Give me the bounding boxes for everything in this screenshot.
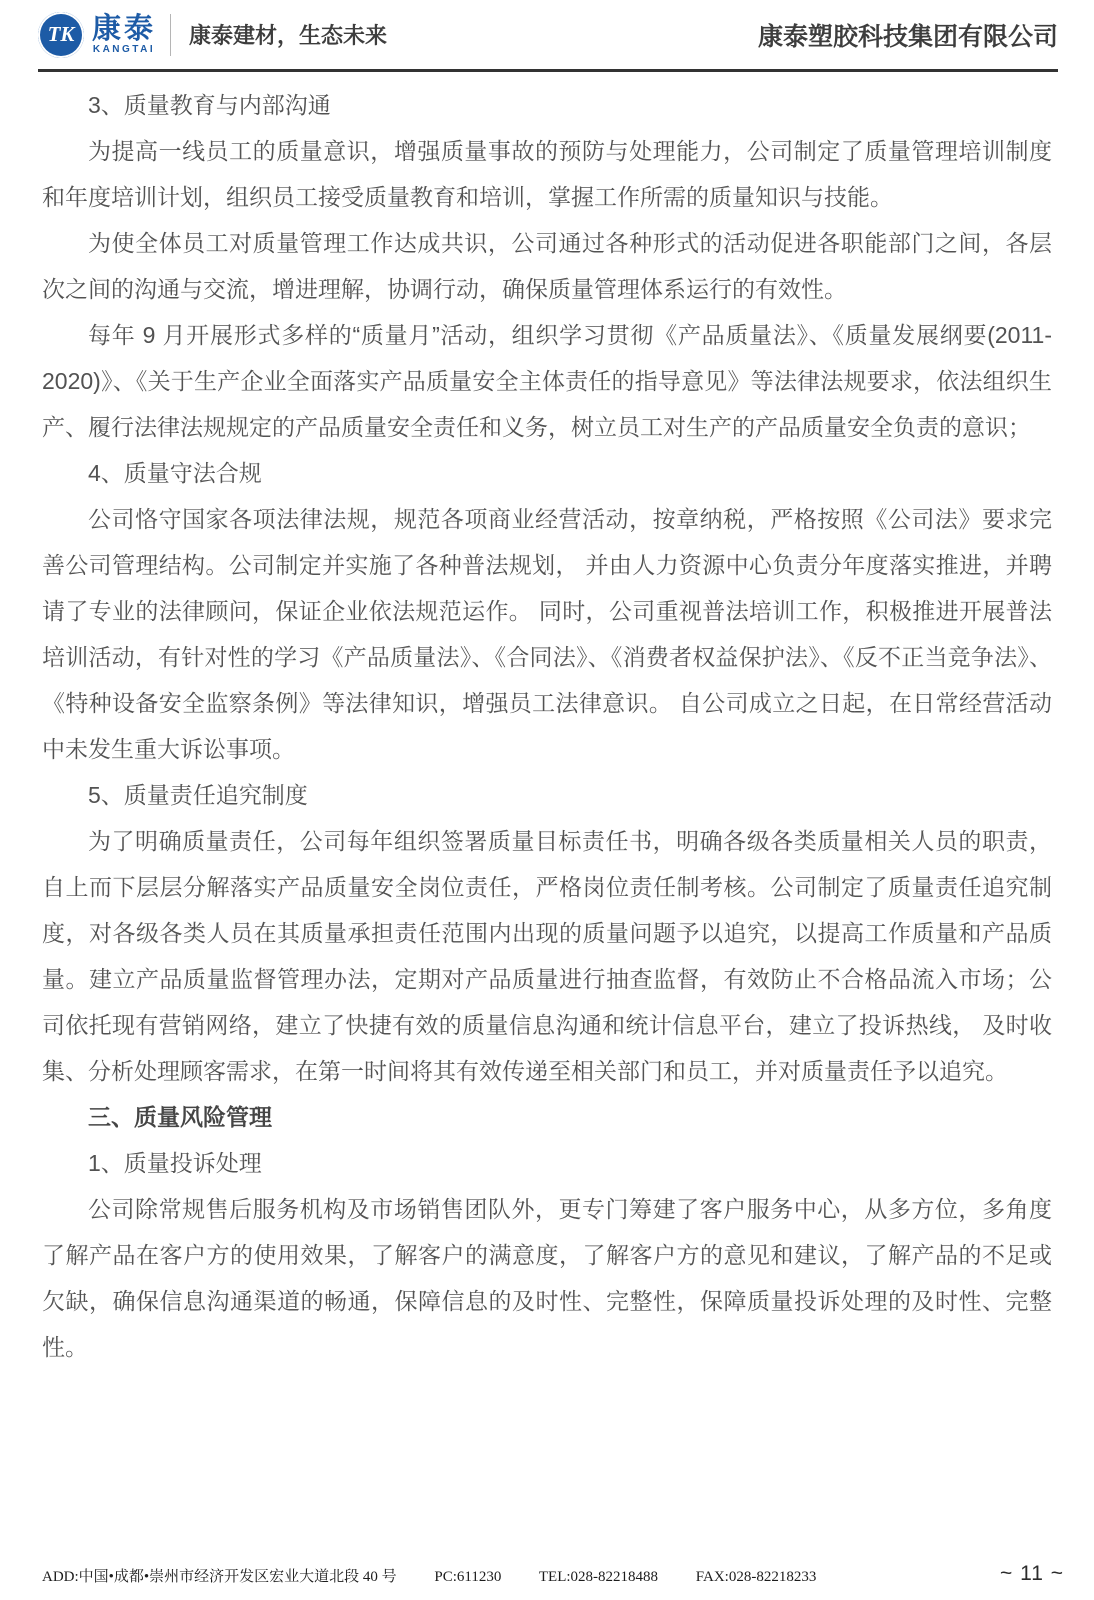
page-footer bbox=[42, 1562, 1064, 1586]
footer-fax: FAX:028-82218233 bbox=[695, 1569, 817, 1585]
footer-postcode: PC:611230 bbox=[434, 1569, 502, 1585]
footer-contact-info bbox=[42, 1565, 850, 1586]
page-number: ~ 11 ~ bbox=[1000, 1562, 1064, 1585]
subheading-complaint-handling: 1、质量投诉处理 bbox=[88, 1150, 262, 1176]
logo-monogram: TK bbox=[47, 22, 75, 46]
subheading-quality-education: 3、质量教育与内部沟通 bbox=[88, 92, 331, 118]
logo-name-en: KANGTAI bbox=[92, 44, 156, 56]
paragraph-quality-month: 每年 9 月开展形式多样的“质量月”活动，组织学习贯彻《产品质量法》、《质量发展纲要(2011-2020)》、《关于生产企业全面落实产品质量安全主体责任的指导意见》等法律法规要求，依法组织生产、履行法律法规规定的产品质量安全责任和义务，树立员工对生产的产品质量安全负责的意识； bbox=[42, 322, 1052, 440]
footer-address: ADD:中国•成都•崇州市经济开发区宏业大道北段 40 号 bbox=[42, 1569, 397, 1585]
paragraph-internal-communication: 为使全体员工对质量管理工作达成共识，公司通过各种形式的活动促进各职能部门之间，各层 次之间的沟通与交流，增进理解，协调行动，确保质量管理体系运行的有效性。 bbox=[42, 230, 1052, 302]
header-divider bbox=[170, 14, 171, 56]
header-company-name: 康泰塑胶科技集团有限公司 bbox=[757, 22, 1058, 51]
document-body bbox=[42, 82, 1052, 1370]
page-header bbox=[38, 0, 1058, 72]
logo-wordmark bbox=[92, 14, 156, 55]
logo-tk-icon bbox=[38, 12, 84, 58]
paragraph-customer-service: 公司除常规售后服务机构及市场销售团队外，更专门筹建了客户服务中心，从多方位，多角度 了解产品在客户方的使用效果，了解客户的满意度，了解客户方的意见和建议，了解产品的不足或欠缺，确保信息沟通渠道的畅通，保障信息的及时性、完整性，保障质量投诉处理的及时性、完整性。 bbox=[42, 1196, 1052, 1360]
subheading-legal-compliance: 4、质量守法合规 bbox=[88, 460, 262, 486]
subheading-responsibility-system: 5、质量责任追究制度 bbox=[88, 782, 308, 808]
paragraph-law-compliance: 公司恪守国家各项法律法规，规范各项商业经营活动，按章纳税，严格按照《公司法》要求完善公司管理结构。公司制定并实施了各种普法规划， 并由人力资源中心负责分年度落实推进，并聘请了专业的法律顾问，保证企业依法规范运作。 同时，公司重视普法培训工作，积极推进开展普法培训活动，有针对性的学习《产品质量法》、《合同法》、《消费者权益保护法》、《反不正当竞争法》、《特种设备安全监察条例》等法律知识，增强员工法律意识。 自公司成立之日起，在日常经营活动中未发生重大诉讼事项。 bbox=[42, 506, 1052, 762]
paragraph-training-system: 为提高一线员工的质量意识，增强质量事故的预防与处理能力，公司制定了质量管理培训制度和年度培训计划，组织员工接受质量教育和培训，掌握工作所需的质量知识与技能。 bbox=[42, 138, 1052, 210]
kangtai-logo bbox=[38, 12, 156, 58]
paragraph-responsibility-detail: 为了明确质量责任，公司每年组织签署质量目标责任书，明确各级各类质量相关人员的职责，自上而下层层分解落实产品质量安全岗位责任，严格岗位责任制考核。公司制定了质量责任追究制度，对各级各类人员在其质量承担责任范围内出现的质量问题予以追究，以提高工作质量和产品质量。建立产品质量监督管理办法，定期对产品质量进行抽查监督，有效防止不合格品流入市场；公司依托现有营销网络，建立了快捷有效的质量信息沟通和统计信息平台，建立了投诉热线， 及时收集、分析处理顾客需求，在第一时间将其有效传递至相关部门和员工，并对质量责任予以追究。 bbox=[42, 828, 1052, 1084]
header-tagline: 康泰建材，生态未来 bbox=[189, 23, 388, 48]
heading-quality-risk-management: 三、质量风险管理 bbox=[88, 1104, 272, 1130]
footer-tel: TEL:028-82218488 bbox=[538, 1569, 659, 1585]
logo-name-cn: 康泰 bbox=[92, 12, 157, 45]
